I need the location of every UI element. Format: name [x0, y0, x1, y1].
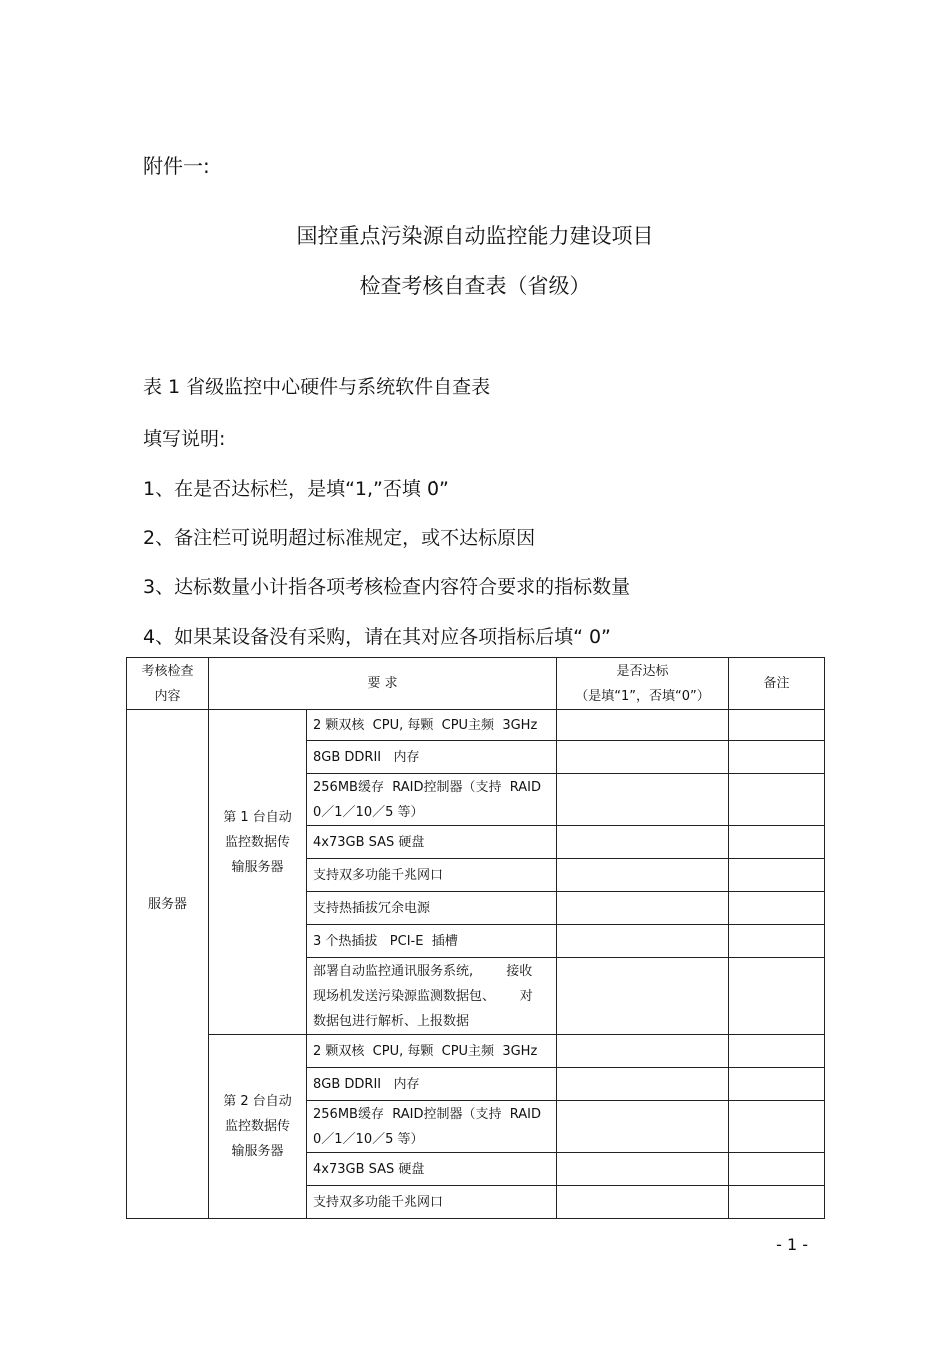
requirement-cell [307, 958, 557, 1035]
meets-standard-input-cell[interactable] [557, 774, 729, 826]
document-title-line-1: 国控重点污染源自动监控能力建设项目 [296, 224, 654, 248]
requirement-text-line: 8GB DDRII 内存 [313, 1076, 420, 1092]
requirement-text-line: 0／1／10／5 等） [313, 804, 424, 820]
server-group-name-line: 监控数据传 [224, 834, 290, 850]
server-group-name-line: 输服务器 [231, 859, 284, 875]
instruction-item: 3、达标数量小计指各项考核检查内容符合要求的指标数量 [143, 576, 631, 598]
meets-standard-input-cell[interactable] [557, 741, 729, 774]
document-title-line-2: 检查考核自查表（省级） [359, 274, 591, 298]
server-group-name-line: 第 1 台自动 [223, 809, 292, 825]
header-remarks: 备注 [729, 658, 825, 710]
requirement-cell [307, 774, 557, 826]
instruction-item: 4、如果某设备没有采购，请在其对应各项指标后填“ 0” [143, 626, 611, 648]
requirement-cell [307, 1186, 557, 1219]
server-group-name-line: 输服务器 [231, 1144, 284, 1159]
requirement-cell [307, 859, 557, 892]
meets-standard-input-cell[interactable] [557, 1153, 729, 1186]
meets-standard-input-cell[interactable] [557, 826, 729, 859]
remarks-input-cell[interactable] [729, 892, 825, 925]
remarks-input-cell[interactable] [729, 826, 825, 859]
remarks-input-cell[interactable] [729, 1153, 825, 1186]
remarks-input-cell[interactable] [729, 710, 825, 741]
requirement-text-line: 部署自动监控通讯服务系统, 接收 [313, 963, 533, 979]
requirement-cell [307, 1153, 557, 1186]
header-requirement: 要 求 [209, 658, 557, 710]
requirement-text-line: 支持双多功能千兆网口 [313, 867, 444, 883]
requirement-text-line: 3 个热插拔 PCI-E 插槽 [313, 933, 458, 949]
requirement-text-line: 256MB缓存 RAID控制器（支持 RAID [313, 779, 541, 795]
remarks-input-cell[interactable] [729, 958, 825, 1035]
requirement-cell [307, 741, 557, 774]
requirement-text-line: 4x73GB SAS 硬盘 [313, 834, 425, 850]
table-body [127, 710, 825, 1219]
requirement-text-line: 现场机发送污染源监测数据包、 对 [313, 988, 533, 1004]
remarks-input-cell[interactable] [729, 925, 825, 958]
remarks-input-cell[interactable] [729, 1101, 825, 1153]
server-group-name-line: 第 2 台自动 [223, 1094, 292, 1109]
table-caption: 表 1 省级监控中心硬件与系统软件自查表 [143, 376, 491, 398]
remarks-input-cell[interactable] [729, 1068, 825, 1101]
table-row [127, 1035, 825, 1068]
header-content: 考核检查 内容 [127, 658, 209, 710]
server-group-cell [209, 1035, 307, 1219]
instruction-item: 1、在是否达标栏，是填“1,”否填 0̇” [143, 478, 449, 500]
meets-standard-input-cell[interactable] [557, 1068, 729, 1101]
requirement-text-line: 256MB缓存 RAID控制器（支持 RAID [313, 1106, 541, 1122]
remarks-input-cell[interactable] [729, 859, 825, 892]
server-group-cell [209, 710, 307, 1035]
remarks-input-cell[interactable] [729, 741, 825, 774]
header-meets-standard: 是否达标 （是填“1”，否填“0”） [557, 658, 729, 710]
table-row [127, 710, 825, 741]
meets-standard-input-cell[interactable] [557, 1035, 729, 1068]
instruction-item: 2、备注栏可说明超过标准规定，或不达标原因 [143, 527, 536, 549]
meets-standard-input-cell[interactable] [557, 1101, 729, 1153]
meets-standard-input-cell[interactable] [557, 1186, 729, 1219]
meets-standard-input-cell[interactable] [557, 710, 729, 741]
category-cell: 服务器 [127, 710, 209, 1219]
requirement-text-line: 支持双多功能千兆网口 [313, 1194, 444, 1210]
requirement-text-line: 8GB DDRII 内存 [313, 749, 420, 765]
requirement-cell [307, 1101, 557, 1153]
page-number: - 1 - [776, 1235, 808, 1254]
requirement-text-line: 支持热插拔冗余电源 [313, 900, 431, 916]
requirement-text-line: 数据包进行解析、上报数据 [313, 1013, 470, 1029]
table-header-row [127, 658, 825, 710]
self-check-table [126, 657, 825, 1219]
requirement-cell [307, 1068, 557, 1101]
remarks-input-cell[interactable] [729, 774, 825, 826]
meets-standard-input-cell[interactable] [557, 859, 729, 892]
attachment-label: 附件一: [143, 154, 210, 178]
requirement-cell [307, 1035, 557, 1068]
requirement-text-line: 4x73GB SAS 硬盘 [313, 1161, 425, 1177]
requirement-cell [307, 826, 557, 859]
remarks-input-cell[interactable] [729, 1035, 825, 1068]
requirement-cell [307, 925, 557, 958]
server-group-name-line: 监控数据传 [224, 1119, 290, 1134]
requirement-text-line: 0／1／10／5 等） [313, 1131, 424, 1147]
meets-standard-input-cell[interactable] [557, 925, 729, 958]
meets-standard-input-cell[interactable] [557, 892, 729, 925]
requirement-text-line: 2 颗双核 CPU, 每颗 CPU主频 3GHz [313, 717, 538, 733]
requirement-cell [307, 892, 557, 925]
requirement-cell [307, 710, 557, 741]
requirement-text-line: 2 颗双核 CPU, 每颗 CPU主频 3GHz [313, 1043, 538, 1059]
meets-standard-input-cell[interactable] [557, 958, 729, 1035]
remarks-input-cell[interactable] [729, 1186, 825, 1219]
instructions-heading: 填写说明: [143, 428, 226, 450]
